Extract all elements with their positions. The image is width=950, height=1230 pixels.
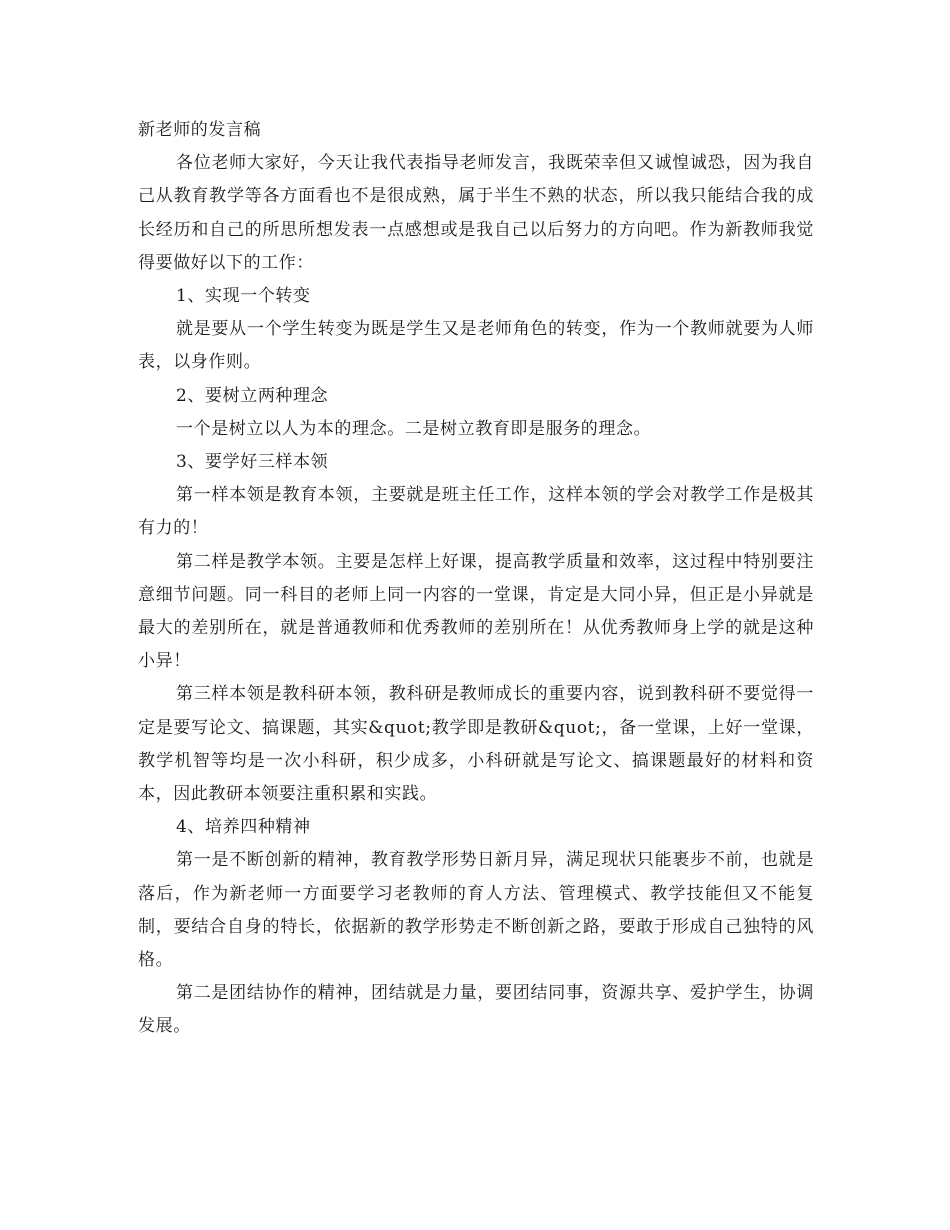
section-heading-4: 4、培养四种精神 bbox=[176, 817, 311, 838]
paragraph-spirit-2: 第二是团结协作的精神，团结就是力量，要团结同事，资源共享、爱护学生，协调发展。 bbox=[138, 983, 814, 1037]
paragraph-intro: 各位老师大家好，今天让我代表指导老师发言，我既荣幸但又诚惶诚恐，因为我自己从教育教学等各方面看也不是很成熟，属于半生不熟的状态，所以我只能结合我的成长经历和自己的所思所想发表一点感想或是我自己以后努力的方向吧。作为新教师我觉得要做好以下的工作： bbox=[138, 153, 814, 273]
document-body bbox=[138, 114, 814, 1044]
section-heading-2: 2、要树立两种理念 bbox=[176, 385, 329, 406]
paragraph-concepts: 一个是树立以人为本的理念。二是树立教育即是服务的理念。 bbox=[176, 418, 652, 439]
paragraph-transformation: 就是要从一个学生转变为既是学生又是老师角色的转变，作为一个教师就要为人师表，以身作则。 bbox=[138, 319, 814, 373]
section-heading-1: 1、实现一个转变 bbox=[176, 286, 311, 307]
paragraph-spirit-1: 第一是不断创新的精神，教育教学形势日新月异，满足现状只能裹步不前，也就是落后，作为新老师一方面要学习老教师的育人方法、管理模式、教学技能但又不能复制，要结合自身的特长，依据新的教学形势走不断创新之路，要敢于形成自己独特的风格。 bbox=[138, 850, 814, 971]
section-heading-3: 3、要学好三样本领 bbox=[176, 452, 329, 473]
paragraph-skill-3: 第三样本领是教科研本领，教科研是教师成长的重要内容，说到教科研不要觉得一定是要写论文、搞课题，其实&quot;教学即是教研&quot;，备一堂课，上好一堂课，教学机智等均是一次小科研，积少成多，小科研就是写论文、搞课题最好的材料和资本，因此教研本领要注重积累和实践。 bbox=[138, 684, 814, 805]
paragraph-skill-1: 第一样本领是教育本领，主要就是班主任工作，这样本领的学会对教学工作是极其有力的！ bbox=[138, 485, 814, 539]
document-title: 新老师的发言稿 bbox=[138, 120, 262, 140]
paragraph-skill-2: 第二样是教学本领。主要是怎样上好课，提高教学质量和效率，这过程中特别要注意细节问题。同一科目的老师上同一内容的一堂课，肯定是大同小异，但正是小异就是最大的差别所在，就是普通教师和优秀教师的差别所在！从优秀教师身上学的就是这种小异！ bbox=[138, 551, 814, 672]
